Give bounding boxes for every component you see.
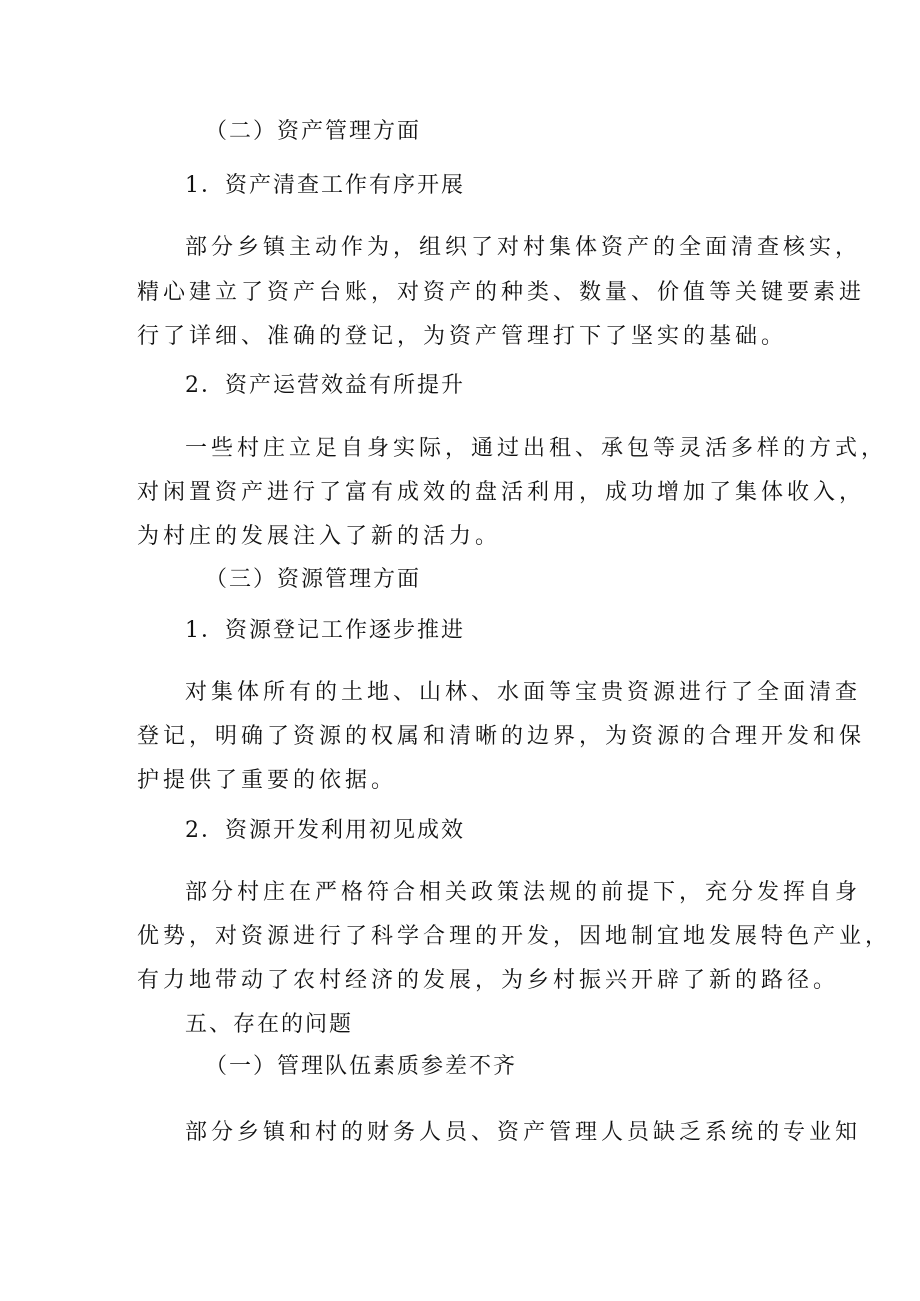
subheading-team-quality: （一）管理队伍素质参差不齐	[205, 1054, 518, 1079]
paragraph-line: 部分村庄在严格符合相关政策法规的前提下，充分发挥自身	[185, 880, 862, 905]
paragraph-line: 一些村庄立足自身实际，通过出租、承包等灵活多样的方式，	[185, 436, 888, 461]
paragraph-line: 优势，对资源进行了科学合理的开发，因地制宜地发展特色产业，	[137, 924, 892, 949]
subheading-resource-development: 2．资源开发利用初见成效	[185, 818, 465, 843]
paragraph-line: 为村庄的发展注入了新的活力。	[137, 524, 502, 549]
section-heading-resources: （三）资源管理方面	[205, 567, 422, 592]
paragraph-line: 部分乡镇主动作为，组织了对村集体资产的全面清查核实，	[185, 235, 862, 260]
paragraph-line: 行了详细、准确的登记，为资产管理打下了坚实的基础。	[137, 324, 788, 349]
paragraph-line: 对集体所有的土地、山林、水面等宝贵资源进行了全面清查	[185, 680, 862, 705]
subheading-asset-inventory: 1．资产清查工作有序开展	[185, 173, 465, 198]
section-heading-assets: （二）资产管理方面	[205, 119, 422, 144]
section-heading-problems: 五、存在的问题	[185, 1012, 354, 1037]
paragraph-line: 部分乡镇和村的财务人员、资产管理人员缺乏系统的专业知	[185, 1120, 862, 1145]
paragraph-line: 有力地带动了农村经济的发展，为乡村振兴开辟了新的路径。	[137, 968, 840, 993]
paragraph-line: 护提供了重要的依据。	[137, 768, 398, 793]
paragraph-line: 登记，明确了资源的权属和清晰的边界，为资源的合理开发和保	[137, 724, 866, 749]
subheading-asset-operation: 2．资产运营效益有所提升	[185, 373, 465, 398]
paragraph-line: 对闲置资产进行了富有成效的盘活利用，成功增加了集体收入，	[137, 480, 866, 505]
paragraph-line: 精心建立了资产台账，对资产的种类、数量、价值等关键要素进	[137, 280, 866, 305]
subheading-resource-registration: 1．资源登记工作逐步推进	[185, 618, 465, 643]
